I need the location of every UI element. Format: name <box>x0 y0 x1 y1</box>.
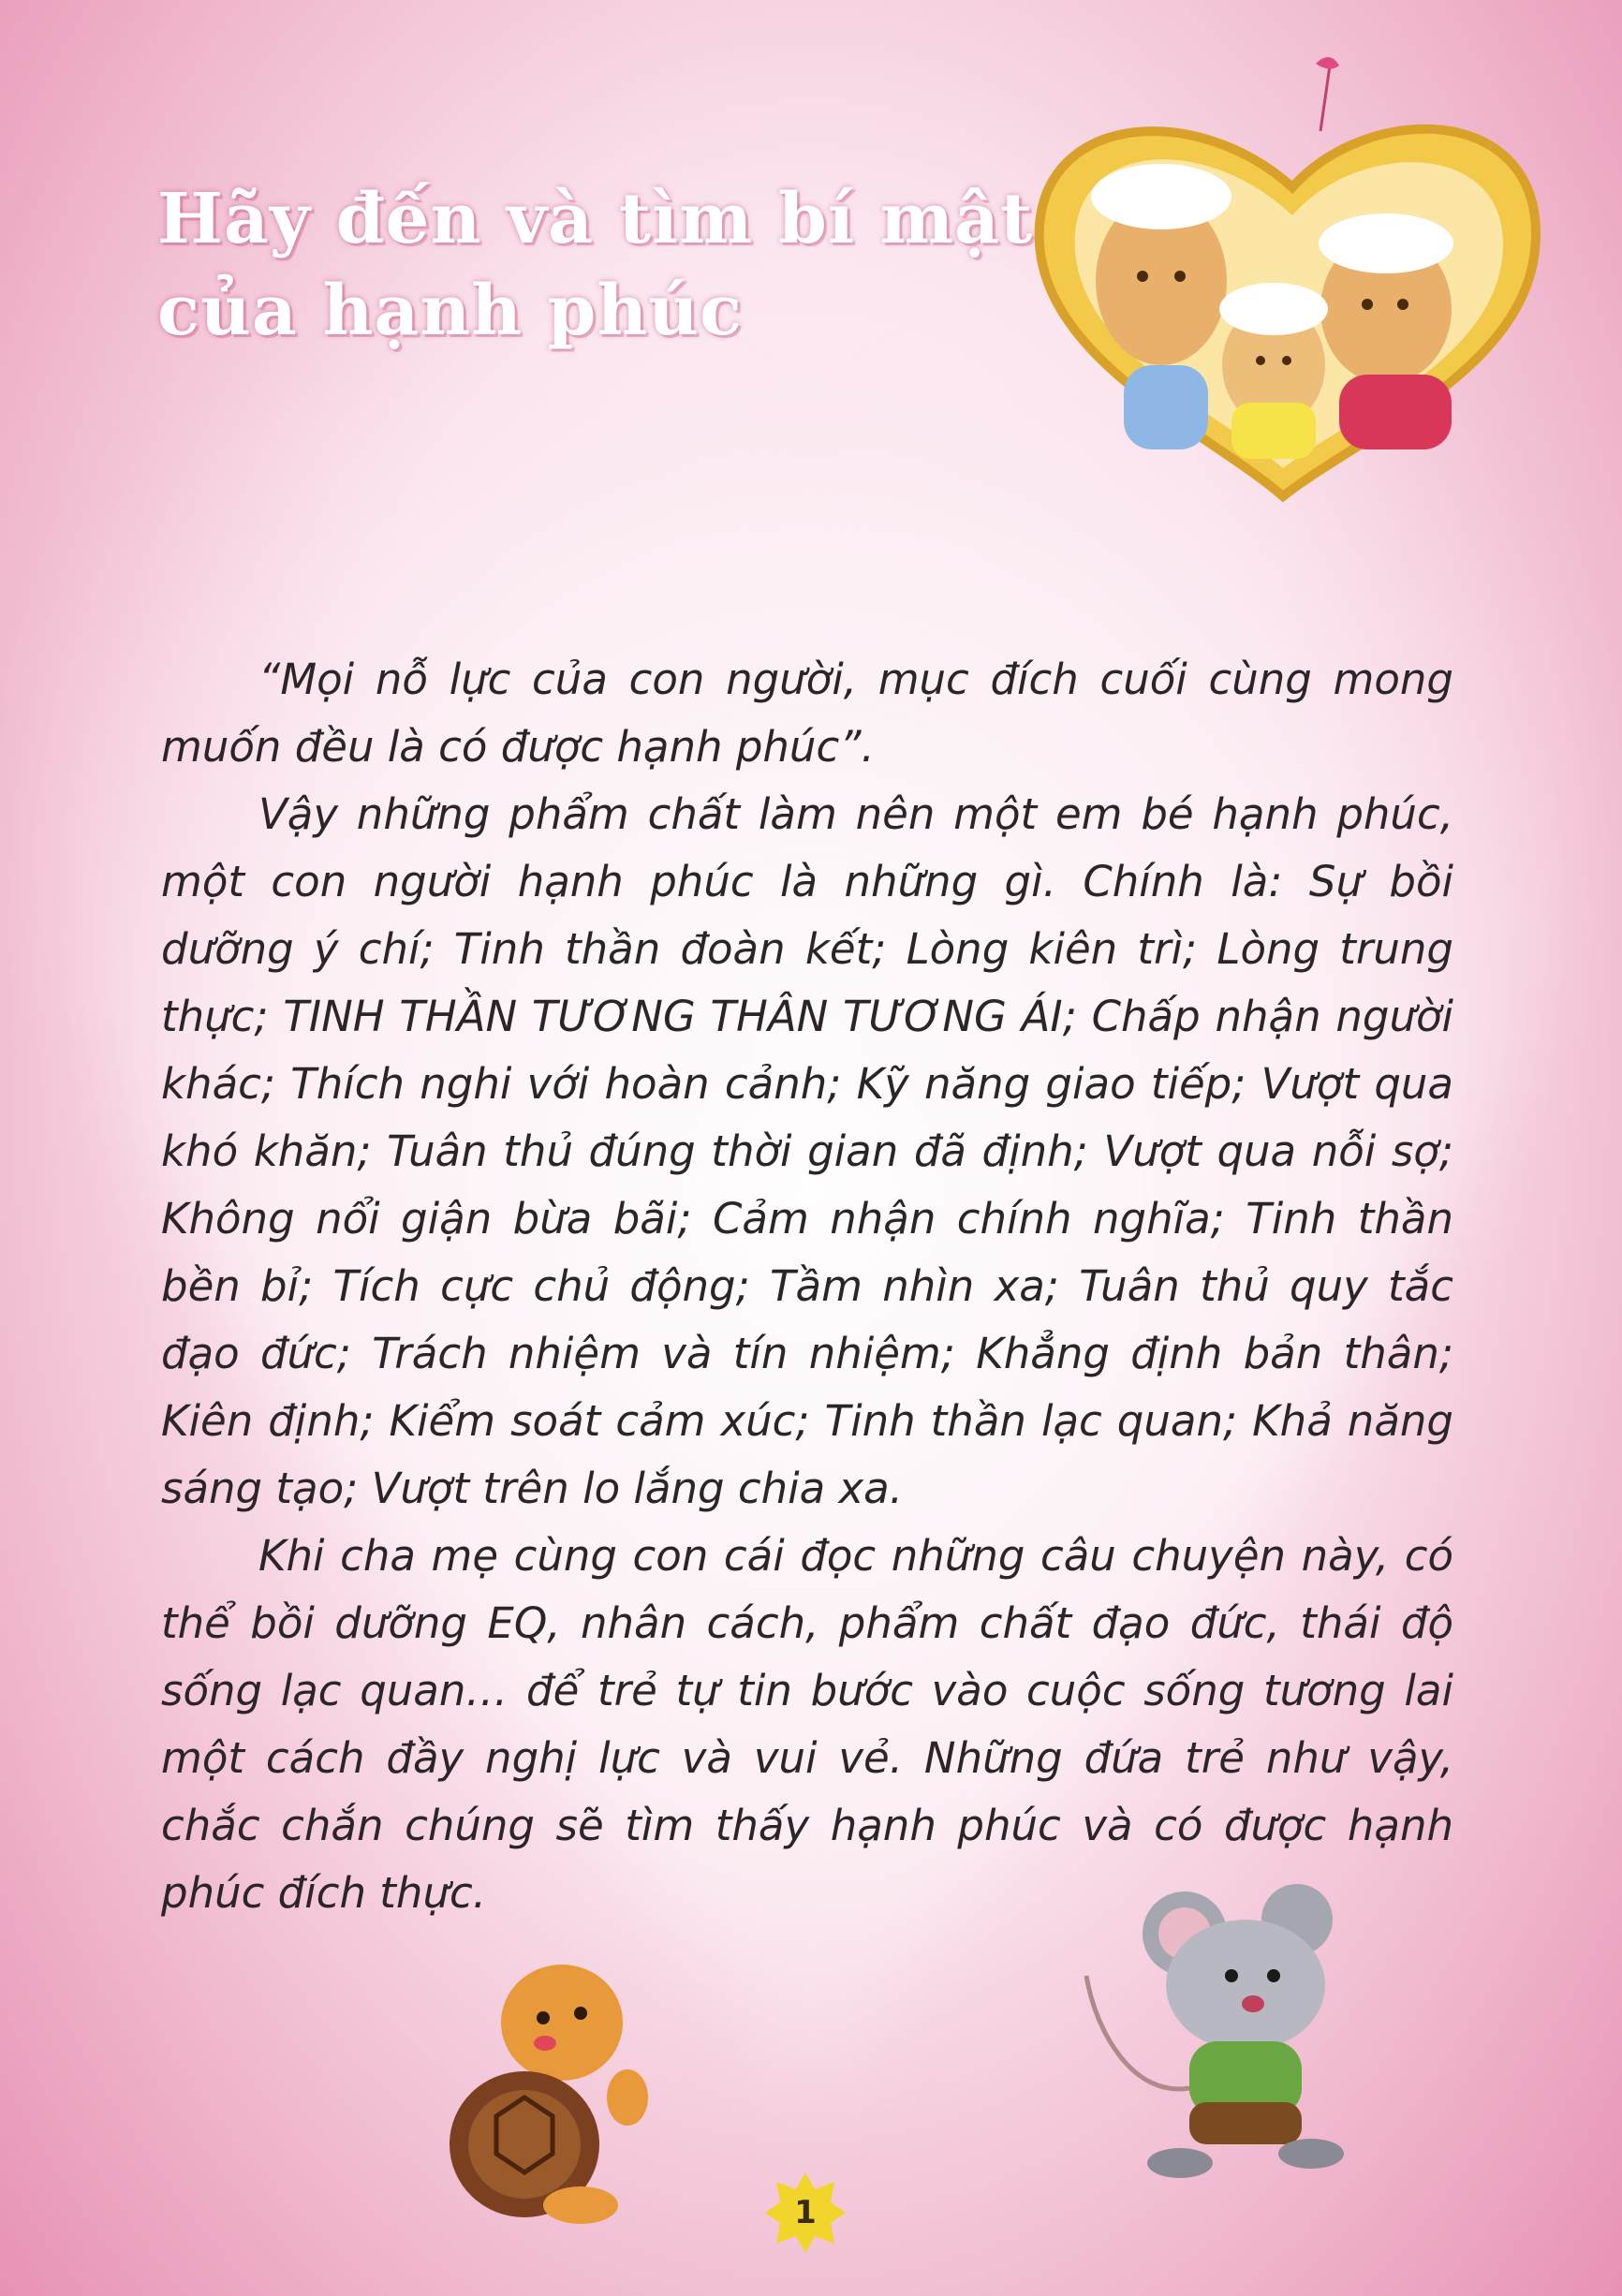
sheep-family-heart-frame-icon <box>1011 56 1555 524</box>
paragraph-parents: Khi cha mẹ cùng con cái đọc những câu chuyện này, có thể bồi dưỡng EQ, nhân cách, phẩm chất đạo đức, thái độ sống lạc quan… để trẻ tự tin bước vào cuộc sống tương lai một cách đầy nghị lực và vui vẻ. Những đứa trẻ như vậy, chắc chắn chúng sẽ tìm thấy hạnh phúc và có được hạnh phúc đích thực. <box>161 1531 1453 1918</box>
paragraph-quote: “Mọi nỗ lực của con người, mục đích cuối cùng mong muốn đều là có được hạnh phúc”. <box>161 655 1453 772</box>
body-text <box>161 646 1453 1927</box>
page-number: 1 <box>794 2194 817 2231</box>
title-line-2: của hạnh phúc <box>157 271 744 351</box>
turtle-icon <box>440 1957 674 2229</box>
page-number-badge <box>763 2171 848 2255</box>
paragraph-qualities: Vậy những phẩm chất làm nên một em bé hạnh phúc, một con người hạnh phúc là những gì. Chính là: Sự bồi dưỡng ý chí; Tinh thần đoàn kết; Lòng kiên trì; Lòng trung thực; TINH THẦN TƯƠNG THÂN TƯƠNG ÁI; Chấp nhận người khác; Thích nghi với hoàn cảnh; Kỹ năng giao tiếp; Vượt qua khó khăn; Tuân thủ đúng thời gian đã định; Vượt qua nỗi sợ; Không nổi giận bừa bãi; Cảm nhận chính nghĩa; Tinh thần bền bỉ; Tích cực chủ động; Tầm nhìn xa; Tuân thủ quy tắc đạo đức; Trách nhiệm và tín nhiệm; Khẳng định bản thân; Kiên định; Kiểm soát cảm xúc; Tinh thần lạc quan; Khả năng sáng tạo; Vượt trên lo lắng chia xa. <box>161 789 1453 1513</box>
title-line-1: Hãy đến và tìm bí mật <box>157 179 1034 259</box>
mouse-icon <box>1077 1882 1358 2191</box>
page-title <box>157 173 1034 357</box>
